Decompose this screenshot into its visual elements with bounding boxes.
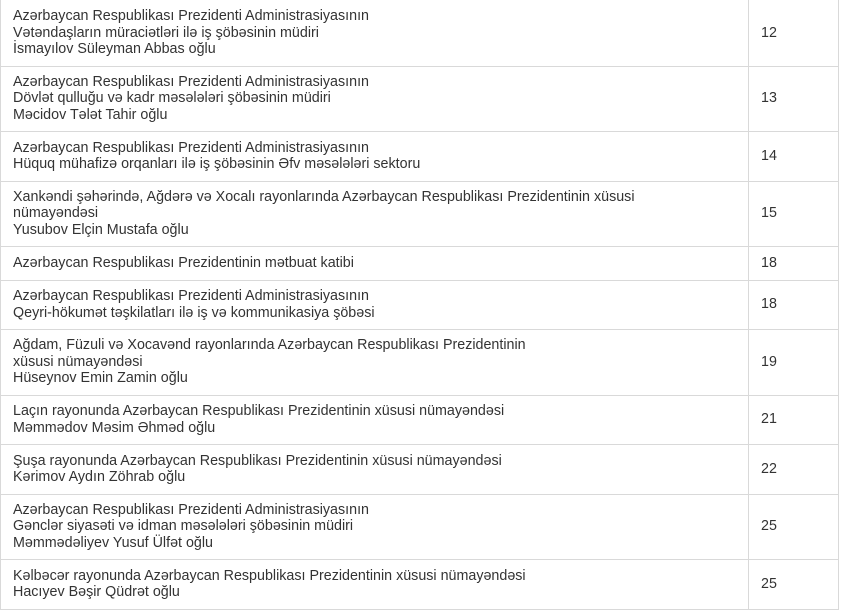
description-line: Azərbaycan Respublikası Prezidenti Administrasiyasının [13,139,370,156]
row-number: 21 [749,395,839,444]
row-description [1,329,749,395]
description-line: Kəlbəcər rayonunda Azərbaycan Respublikası Prezidentinin xüsusi nümayəndəsi [13,567,526,584]
table-row [1,395,839,444]
description-line: Azərbaycan Respublikası Prezidenti Administrasiyasının [13,288,370,304]
row-number: 18 [749,280,839,329]
description-line: Hüquq mühafizə orqanları ilə iş şöbəsinin Əfv məsələləri sektoru [13,156,421,172]
table-row [1,329,839,395]
row-number: 22 [749,444,839,494]
description-line: Qeyri-hökumət təşkilatları ilə iş və kommunikasiya şöbəsi [13,304,375,321]
description-line: Gənclər siyasəti və idman məsələləri şöbəsinin müdiri [13,518,354,535]
description-line: Xankəndi şəhərində, Ağdərə və Xocalı rayonlarında Azərbaycan Respublikası Prezidentinin xüsusi [13,188,635,205]
row-number: 25 [749,559,839,609]
row-number: 25 [749,494,839,559]
table-row [1,559,839,609]
table-row [1,0,839,66]
row-number: 14 [749,131,839,181]
row-description [1,0,749,66]
description-line: Laçın rayonunda Azərbaycan Respublikası Prezidentinin xüsusi nümayəndəsi [13,403,505,419]
row-description [1,280,749,329]
row-description [1,559,749,609]
description-line: Ağdam, Füzuli və Xocavənd rayonlarında Azərbaycan Respublikası Prezidentinin [13,337,526,354]
description-line: Şuşa rayonunda Azərbaycan Respublikası Prezidentinin xüsusi nümayəndəsi [13,452,502,469]
row-description [1,131,749,181]
row-description [1,181,749,246]
table-row [1,494,839,559]
row-number: 18 [749,246,839,280]
description-line: xüsusi nümayəndəsi [13,353,143,370]
row-number: 19 [749,329,839,395]
row-number: 15 [749,181,839,246]
description-line: Məmmədov Məsim Əhməd oğlu [13,419,216,436]
row-number: 13 [749,66,839,131]
description-line: Vətəndaşların müraciətləri ilə iş şöbəsinin müdiri [13,24,319,41]
row-description [1,444,749,494]
description-line: Dövlət qulluğu və kadr məsələləri şöbəsinin müdiri [13,90,331,107]
description-line: Kərimov Aydın Zöhrab oğlu [13,469,186,485]
table-body [1,0,839,609]
description-line: nümayəndəsi [13,205,99,222]
description-line: Hacıyev Bəşir Qüdrət oğlu [13,584,180,600]
description-line: Hüseynov Emin Zamin oğlu [13,370,188,387]
row-description [1,395,749,444]
row-description [1,66,749,131]
description-line: Yusubov Elçin Mustafa oğlu [13,221,189,238]
row-number: 12 [749,0,839,66]
table-row [1,181,839,246]
row-description [1,246,749,280]
description-line: Azərbaycan Respublikası Prezidenti Administrasiyasının [13,501,370,518]
table-row [1,66,839,131]
description-line: İsmayılov Süleyman Abbas oğlu [13,41,216,57]
table-row [1,444,839,494]
description-line: Məmmədəliyev Yusuf Ülfət oğlu [13,534,213,551]
table-row [1,246,839,280]
description-line: Azərbaycan Respublikası Prezidenti Administrasiyasının [13,73,370,90]
table-row [1,131,839,181]
table-row [1,280,839,329]
description-line: Azərbaycan Respublikası Prezidenti Administrasiyasının [13,8,370,24]
description-line: Azərbaycan Respublikası Prezidentinin mətbuat katibi [13,254,354,271]
row-description [1,494,749,559]
description-line: Məcidov Tələt Tahir oğlu [13,106,168,123]
